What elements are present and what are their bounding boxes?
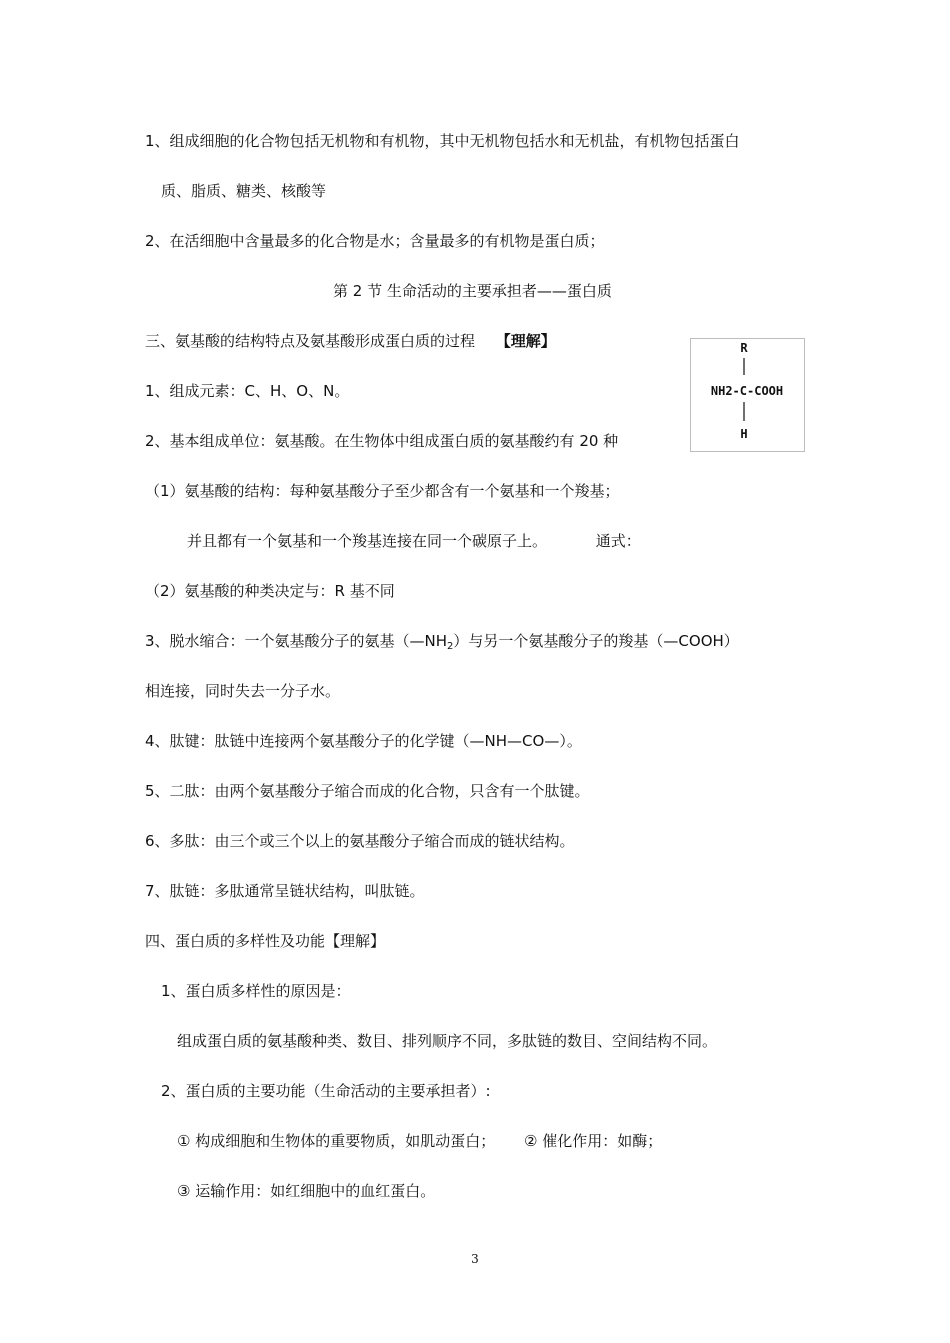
formula-diagram (691, 339, 804, 451)
text-line-5: 2、基本组成单位：氨基酸。在生物体中组成蛋白质的氨基酸约有 20 种 (145, 432, 619, 450)
amino-acid-general-formula (690, 338, 805, 452)
general-formula-label: 通式： (595, 532, 641, 550)
text-line-16: 组成蛋白质的氨基酸种类、数目、排列顺序不同，多肽链的数目、空间结构不同。 (177, 1032, 718, 1050)
text-line-2: 质、脂质、糖类、核酸等 (161, 182, 327, 200)
text-line-13: 6、多肽：由三个或三个以上的氨基酸分子缩合而成的链状结构。 (145, 832, 575, 850)
section-title: 第 2 节 生命活动的主要承担者——蛋白质 (333, 282, 612, 300)
text-line-9 (145, 631, 739, 651)
text-line-9-b: ）与另一个氨基酸分子的羧基（—COOH） (453, 632, 739, 650)
text-line-7 (187, 531, 641, 551)
text-line-9-a: 3、脱水缩合：一个氨基酸分子的氨基（—NH (145, 632, 448, 650)
formula-r-group: R (740, 341, 748, 355)
text-line-6: （1）氨基酸的结构：每种氨基酸分子至少都含有一个氨基和一个羧基； (145, 482, 620, 500)
text-line-7-main: 并且都有一个氨基和一个羧基连接在同一个碳原子上。 (187, 532, 548, 550)
page-number: 3 (471, 1252, 479, 1266)
heading-protein: 四、蛋白质的多样性及功能【理解】 (145, 932, 386, 950)
text-line-17: 2、蛋白质的主要功能（生命活动的主要承担者）: (161, 1082, 491, 1100)
text-line-15: 1、蛋白质多样性的原因是： (161, 982, 351, 1000)
function-item-2: ② 催化作用：如酶； (524, 1132, 663, 1150)
function-item-3: ③ 运输作用：如红细胞中的血红蛋白。 (177, 1182, 436, 1200)
formula-h-atom: H (740, 427, 748, 441)
nh2-subscript: 2 (447, 641, 454, 652)
heading-amino-acid (145, 331, 556, 351)
text-line-14: 7、肽链：多肽通常呈链状结构，叫肽链。 (145, 882, 425, 900)
text-line-10: 相连接，同时失去一分子水。 (145, 682, 341, 700)
heading-amino-acid-text: 三、氨基酸的结构特点及氨基酸形成蛋白质的过程 (145, 332, 476, 350)
function-item-1: ① 构成细胞和生物体的重要物质，如肌动蛋白； (177, 1132, 496, 1150)
heading-amino-acid-tag: 【理解】 (495, 332, 556, 350)
text-line-4: 1、组成元素：C、H、O、N。 (145, 382, 350, 400)
text-line-3: 2、在活细胞中含量最多的化合物是水；含量最多的有机物是蛋白质； (145, 232, 605, 250)
text-line-1: 1、组成细胞的化合物包括无机物和有机物，其中无机物包括水和无机盐，有机物包括蛋白 (145, 132, 740, 150)
text-line-12: 5、二肽：由两个氨基酸分子缩合而成的化合物，只含有一个肽键。 (145, 782, 590, 800)
text-line-11: 4、肽键：肽链中连接两个氨基酸分子的化学键（—NH—CO—）。 (145, 732, 582, 750)
text-line-8: （2）氨基酸的种类决定与：R 基不同 (145, 582, 395, 600)
text-line-18 (177, 1131, 662, 1151)
formula-main-chain: NH2-C-COOH (710, 384, 784, 398)
